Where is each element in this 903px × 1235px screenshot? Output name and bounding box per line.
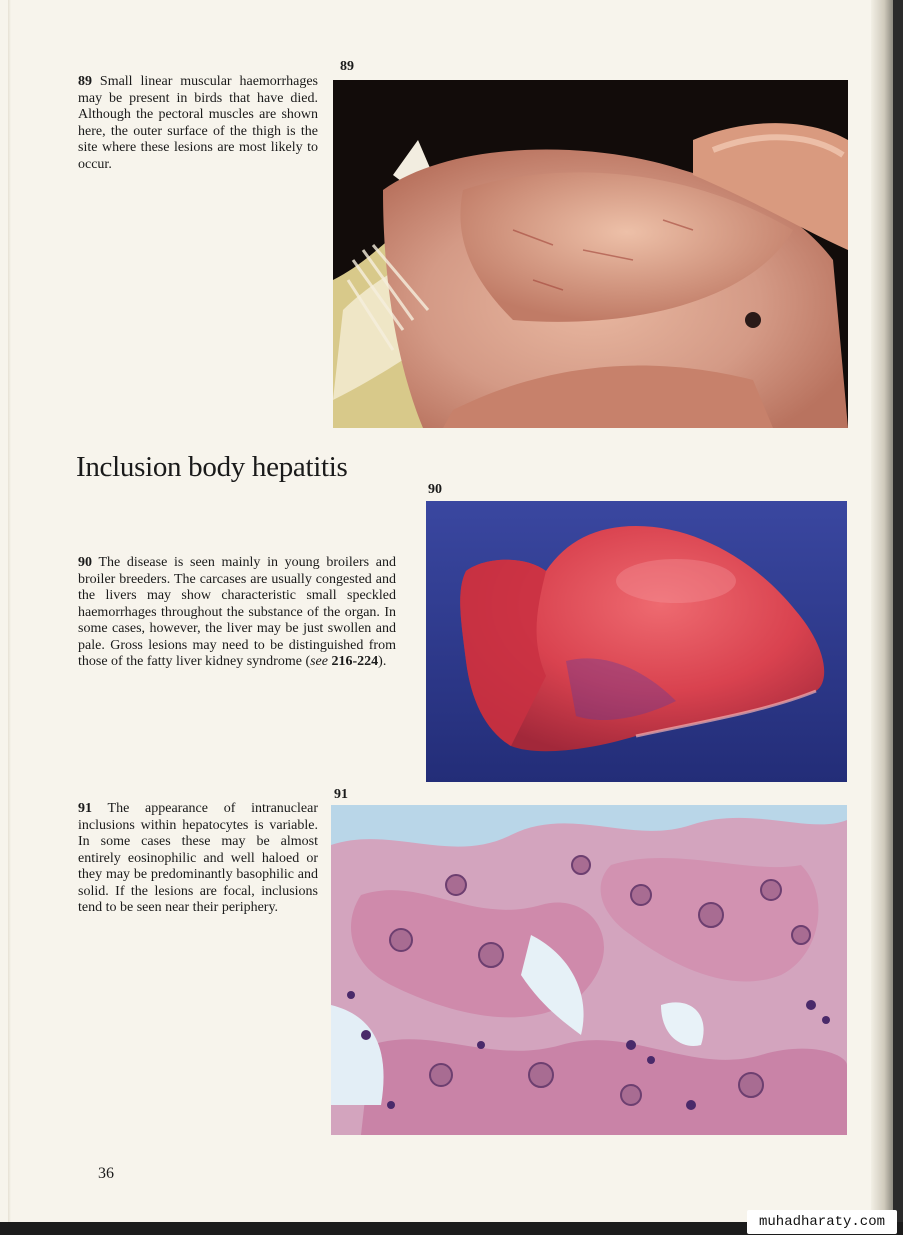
figure-91-caption xyxy=(78,801,318,917)
binding-shadow xyxy=(871,0,893,1222)
figure-90-caption xyxy=(78,555,396,671)
figure-91-number: 91 xyxy=(334,787,348,802)
page-number: 36 xyxy=(98,1165,114,1182)
figure-90-caption-text: The disease is seen mainly in young broilers and broiler breeders. The carcases are usually congested and the livers may show characteristic small speckled haemorrhages throughout the substance of the organ. In some cases, however, the liver may be just swollen and pale. Gross lesions may need to be distinguished from those of the fatty liver kidney syndrome ( xyxy=(78,555,396,669)
watermark-logo: muhadharaty.com xyxy=(747,1210,897,1234)
figure-89-caption-text: Small linear muscular haemorrhages may be present in birds that have died. Although the pectoral muscles are shown here, the outer surface of the thigh is the site where these lesions are most likely to occur. xyxy=(78,74,318,172)
figure-90-caption-end: ). xyxy=(378,654,387,669)
page-left-edge xyxy=(8,0,11,1222)
figure-90-caption-see: see xyxy=(310,654,328,669)
figure-89-caption xyxy=(78,74,318,173)
figure-90-photo-liver xyxy=(426,501,847,782)
figure-89-photo-pectoral-muscle xyxy=(333,80,848,428)
figure-90-caption-ref: 216-224 xyxy=(331,654,379,669)
figure-91-caption-label: 91 xyxy=(78,801,92,816)
figure-91-photo-histology xyxy=(331,805,847,1135)
figure-89-caption-label: 89 xyxy=(78,74,92,89)
figure-91-caption-text: The appearance of intranuclear inclusions within hepatocytes is variable. In some cases these may be almost entirely eosinophilic and well haloed or they may be predominantly basophilic and solid. If the lesions are focal, inclusions tend to be seen near their periphery. xyxy=(78,801,318,915)
section-heading: Inclusion body hepatitis xyxy=(76,451,348,483)
figure-90-caption-label: 90 xyxy=(78,555,92,570)
figure-90-number: 90 xyxy=(428,482,442,497)
figure-89-number: 89 xyxy=(340,59,354,74)
